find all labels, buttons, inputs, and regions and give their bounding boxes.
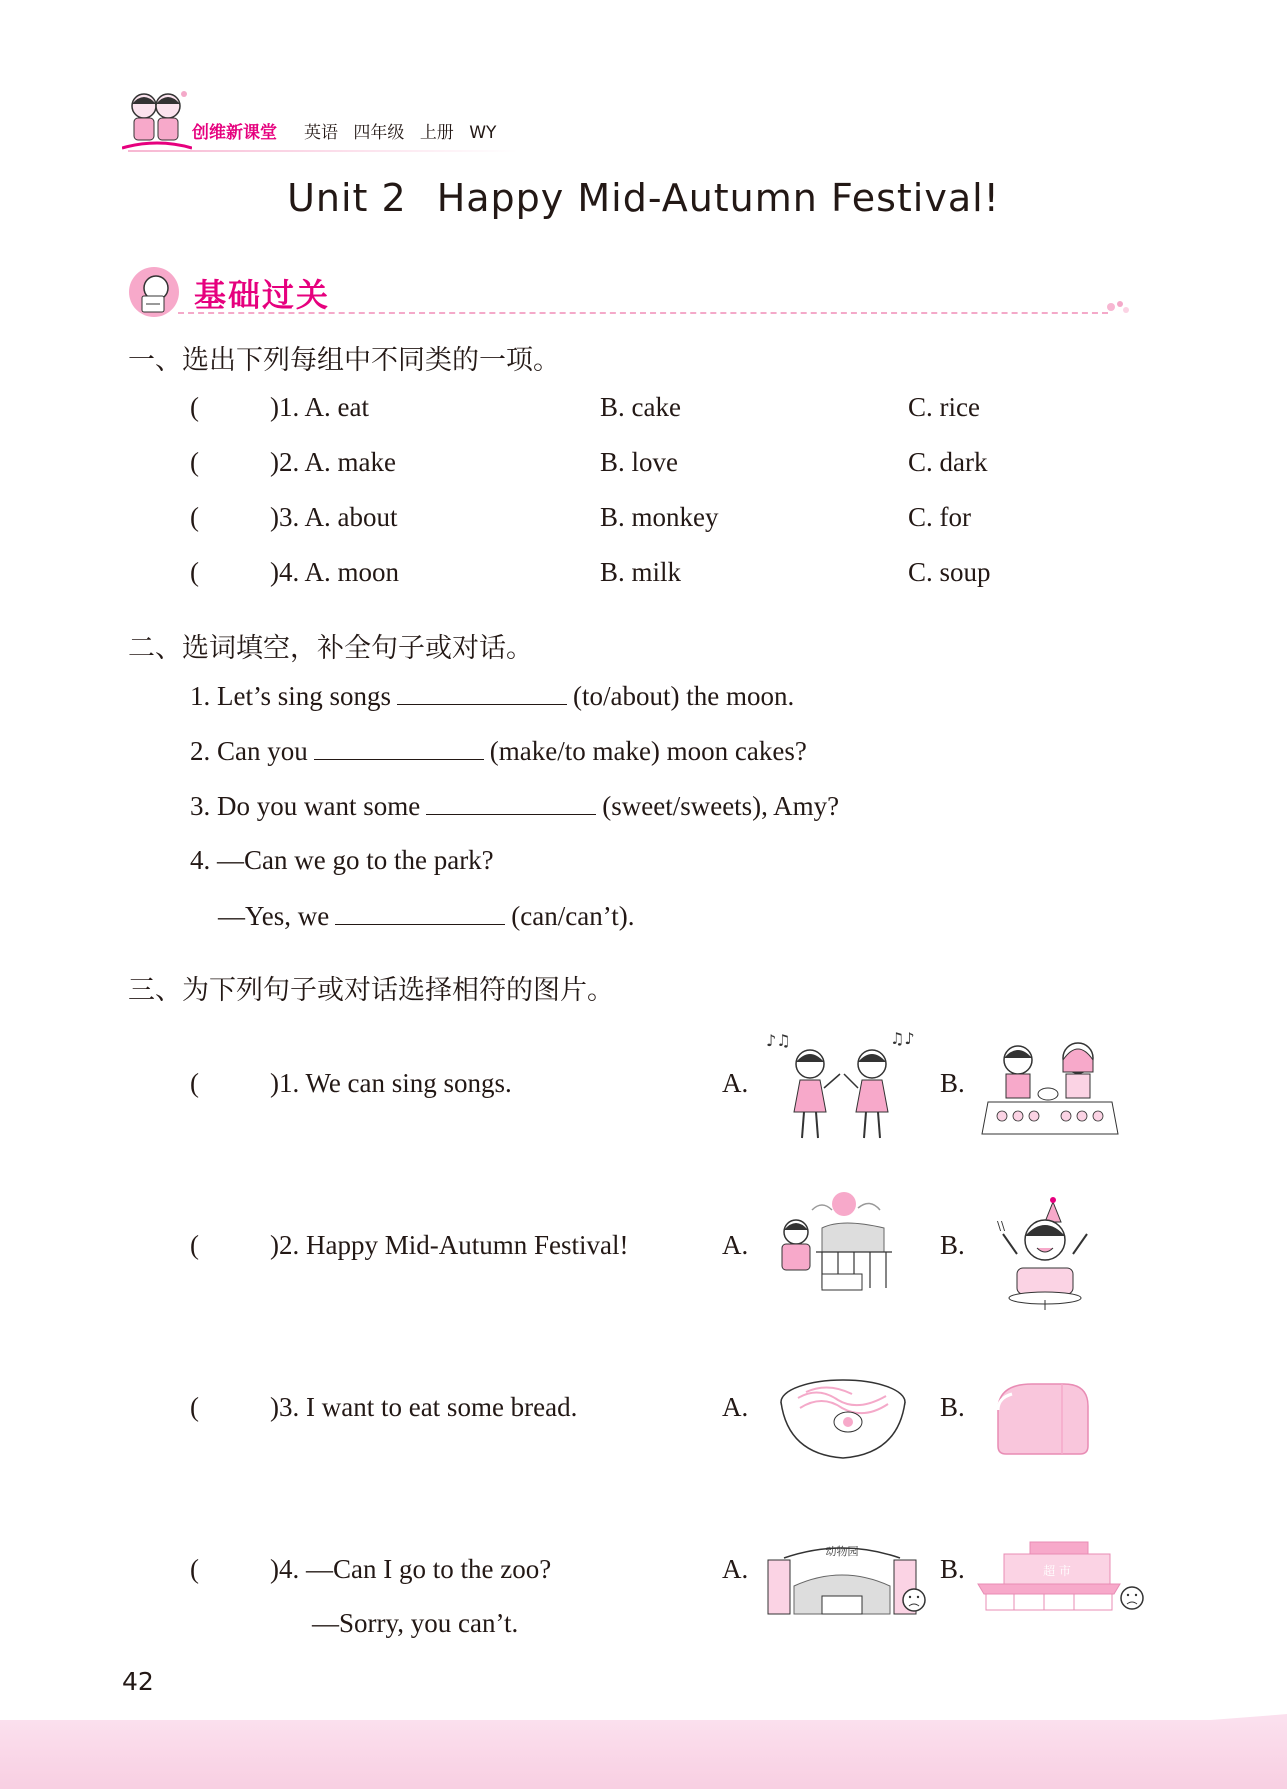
fill-line-2: [190, 735, 807, 767]
svg-text:♫♪: ♫♪: [890, 1029, 915, 1048]
grade: 四年级: [353, 123, 405, 143]
answer-bracket[interactable]: (: [190, 502, 199, 532]
section-mascot-icon: [128, 266, 180, 318]
option-b-label: B.: [940, 1392, 965, 1422]
sentence-end: (sweet/sweets), Amy?: [602, 791, 840, 821]
option-c: C. for: [908, 502, 971, 532]
subject: 英语: [304, 123, 338, 143]
answer-blank[interactable]: [426, 790, 596, 815]
sentence-text: )3. I want to eat some bread.: [270, 1392, 578, 1422]
dialogue-answer: —Sorry, you can’t.: [312, 1608, 519, 1638]
answer-bracket[interactable]: (: [190, 447, 199, 477]
unit-name: Happy Mid-Autumn Festival!: [436, 176, 1000, 220]
part3-heading: 三、为下列句子或对话选择相符的图片。: [128, 975, 614, 1006]
footer-band: [0, 1720, 1287, 1789]
family-viewing-moon-picture[interactable]: [772, 1188, 902, 1308]
option-b-label: B.: [940, 1230, 965, 1260]
section-divider: [178, 312, 1108, 314]
sentence-end: (to/about) the moon.: [573, 681, 795, 711]
option-c: C. rice: [908, 392, 980, 422]
option-a-label: A.: [722, 1230, 749, 1260]
sentence-start: 1. Let’s sing songs: [190, 681, 392, 711]
fill-line-1: [190, 680, 794, 712]
zoo-sign: 动物园: [825, 1545, 859, 1558]
brand-name: 创维新课堂: [192, 123, 277, 143]
unit-title: [0, 176, 1287, 220]
sentence-start: 2. Can you: [190, 736, 308, 766]
svg-text:\\: \\: [997, 1219, 1006, 1233]
option-b-label: B.: [940, 1068, 965, 1098]
dots-decoration-icon: [1106, 300, 1130, 314]
unit-number: Unit 2: [287, 176, 407, 220]
part1-heading: 一、选出下列每组中不同类的一项。: [128, 345, 560, 376]
option-b: B. cake: [600, 392, 681, 422]
answer-bracket[interactable]: (: [190, 1230, 199, 1260]
svg-text:♪♫: ♪♫: [766, 1031, 791, 1050]
sentence-text: )1. We can sing songs.: [270, 1068, 512, 1098]
bread-loaf-picture[interactable]: [992, 1380, 1092, 1458]
part2-heading: 二、选词填空，补全句子或对话。: [128, 633, 533, 664]
fill-line-5: [218, 900, 634, 932]
sentence-text: )2. Happy Mid-Autumn Festival!: [270, 1230, 629, 1260]
option-c: C. soup: [908, 557, 991, 587]
answer-bracket[interactable]: (: [190, 1068, 199, 1098]
option-b: B. monkey: [600, 502, 719, 532]
option-a-label: A.: [722, 1554, 749, 1584]
mother-daughter-making-mooncakes-picture[interactable]: [980, 1036, 1120, 1146]
option-a: )2. A. make: [270, 447, 396, 477]
answer-bracket[interactable]: (: [190, 1392, 199, 1422]
shop-sign: 超 市: [1043, 1564, 1071, 1578]
edition: WY: [469, 123, 497, 143]
dialogue-question: 4. —Can we go to the park?: [190, 845, 494, 875]
birthday-boy-cake-picture[interactable]: [995, 1194, 1095, 1314]
answer-bracket[interactable]: (: [190, 1554, 199, 1584]
fill-line-3: [190, 790, 839, 822]
page-number: 42: [122, 1667, 154, 1696]
sentence-end: (make/to make) moon cakes?: [489, 736, 807, 766]
sentence-start: —Yes, we: [218, 901, 330, 931]
section-title: 基础过关: [194, 276, 331, 314]
book-info: [304, 118, 506, 143]
supermarket-picture[interactable]: [974, 1538, 1146, 1618]
answer-bracket[interactable]: (: [190, 557, 199, 587]
option-a-label: A.: [722, 1068, 749, 1098]
noodle-bowl-picture[interactable]: [778, 1376, 908, 1462]
answer-blank[interactable]: [335, 900, 505, 925]
option-a-label: A.: [722, 1392, 749, 1422]
volume: 上册: [419, 123, 454, 143]
sentence-end: (can/can’t).: [511, 901, 635, 931]
sentence-start: 3. Do you want some: [190, 791, 421, 821]
answer-blank[interactable]: [397, 680, 567, 705]
option-b-label: B.: [940, 1554, 965, 1584]
fill-line-4: [190, 845, 494, 876]
option-c: C. dark: [908, 447, 988, 477]
option-a: )1. A. eat: [270, 392, 369, 422]
answer-blank[interactable]: [314, 735, 484, 760]
option-a: )3. A. about: [270, 502, 398, 532]
girls-singing-picture[interactable]: [760, 1028, 930, 1148]
option-b: B. milk: [600, 557, 682, 587]
header-divider: [128, 150, 518, 152]
kids-logo-icon: [122, 88, 192, 156]
dialogue-question: )4. —Can I go to the zoo?: [270, 1554, 552, 1584]
zoo-gate-picture[interactable]: [758, 1536, 930, 1618]
option-b: B. love: [600, 447, 678, 477]
answer-bracket[interactable]: (: [190, 392, 199, 422]
option-a: )4. A. moon: [270, 557, 400, 587]
